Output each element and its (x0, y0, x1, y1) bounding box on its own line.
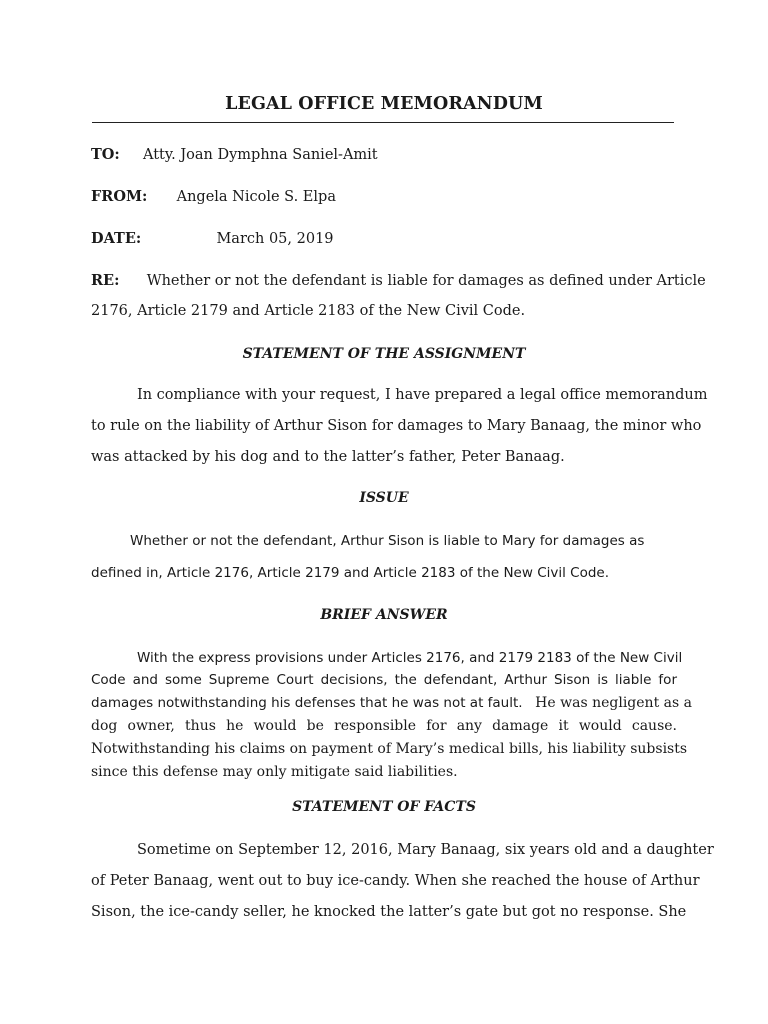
re-row (91, 272, 706, 289)
date-row (91, 230, 334, 247)
facts-line-2: of Peter Banaag, went out to buy ice-candy. When she reached the house of Arthur (91, 873, 700, 889)
memo-title: LEGAL OFFICE MEMORANDUM (225, 94, 543, 114)
facts-line-3: Sison, the ice-candy seller, he knocked the latter’s gate but got no response. She (91, 904, 687, 920)
brief-answer-line-4: dog owner, thus he would be responsible for any damage it would cause. (91, 718, 677, 734)
facts-heading: STATEMENT OF FACTS (292, 799, 476, 815)
re-label: RE: (91, 272, 120, 289)
from-label: FROM: (91, 188, 148, 205)
brief-answer-line-3a: damages notwithstanding his defenses that he was not at fault. (91, 695, 523, 711)
issue-line-1: Whether or not the defendant, Arthur Sison is liable to Mary for damages as (130, 533, 645, 549)
to-label: TO: (91, 146, 120, 163)
assignment-line-3: was attacked by his dog and to the latter’s father, Peter Banaag. (91, 449, 565, 465)
assignment-line-1: In compliance with your request, I have prepared a legal office memorandum (137, 387, 708, 403)
to-value: Atty. Joan Dymphna Saniel-Amit (143, 147, 378, 163)
re-text-line-2: 2176, Article 2179 and Article 2183 of the New Civil Code. (91, 303, 526, 319)
brief-answer-line-3b: He was negligent as a (535, 695, 692, 711)
re-text-line-1: Whether or not the defendant is liable for damages as defined under Article (146, 273, 706, 289)
from-value: Angela Nicole S. Elpa (176, 189, 336, 205)
brief-answer-heading: BRIEF ANSWER (320, 607, 448, 623)
facts-line-1: Sometime on September 12, 2016, Mary Banaag, six years old and a daughter (137, 842, 714, 858)
brief-answer-line-5: Notwithstanding his claims on payment of Mary’s medical bills, his liability subsists (91, 741, 688, 757)
brief-answer-line-2: Code and some Supreme Court decisions, the defendant, Arthur Sison is liable for (91, 672, 677, 688)
issue-line-2: defined in, Article 2176, Article 2179 and Article 2183 of the New Civil Code. (91, 565, 610, 581)
brief-answer-line-3 (91, 695, 692, 711)
assignment-heading: STATEMENT OF THE ASSIGNMENT (242, 346, 526, 362)
date-value: March 05, 2019 (216, 231, 334, 247)
brief-answer-line-6: since this defense may only mitigate said liabilities. (91, 764, 458, 780)
issue-heading: ISSUE (359, 490, 409, 506)
title-underline (92, 122, 674, 123)
brief-answer-line-1: With the express provisions under Articles 2176, and 2179 2183 of the New Civil (137, 650, 683, 666)
from-row (91, 188, 336, 205)
to-row (91, 146, 378, 163)
assignment-line-2: to rule on the liability of Arthur Sison for damages to Mary Banaag, the minor who (91, 418, 702, 434)
date-label: DATE: (91, 230, 142, 247)
